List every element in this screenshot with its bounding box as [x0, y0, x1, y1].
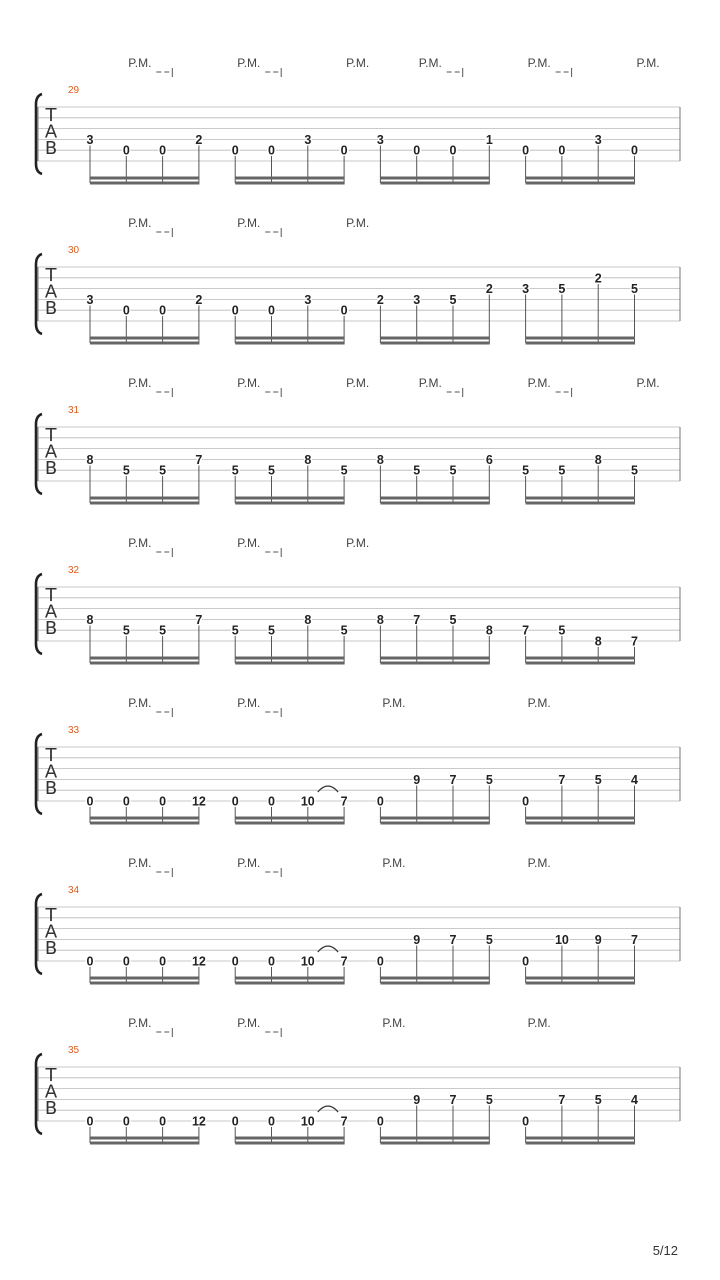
beam-primary: [90, 657, 199, 660]
beam-primary: [526, 817, 635, 820]
palm-mute-label: P.M.: [346, 216, 370, 230]
tab-clef-letter: A: [44, 1081, 58, 1103]
beam-primary: [380, 337, 489, 340]
fret-number: 3: [86, 292, 94, 307]
fret-number: 2: [485, 282, 493, 297]
measure-number: 33: [68, 725, 80, 736]
fret-number: 7: [558, 772, 566, 787]
beam-primary: [526, 977, 635, 980]
beam-secondary: [235, 182, 344, 185]
fret-number: 0: [522, 143, 530, 158]
palm-mute-label: P.M.: [418, 376, 442, 390]
tab-clef-letter: T: [45, 905, 57, 926]
fret-number: 0: [159, 794, 167, 809]
tab-clef-letter: B: [44, 778, 58, 799]
palm-mute-label: P.M.: [636, 56, 660, 70]
fret-number: 4: [631, 772, 638, 787]
fret-number: 3: [376, 132, 384, 147]
fret-number: 0: [413, 143, 421, 158]
palm-mute-label: P.M.: [237, 216, 261, 230]
palm-mute-label: P.M.: [527, 696, 551, 710]
palm-mute-label: P.M.: [128, 216, 152, 230]
fret-number: 7: [413, 612, 421, 627]
beam-secondary: [235, 1142, 344, 1145]
palm-mute-label: P.M.: [382, 856, 406, 870]
fret-number: 9: [413, 1092, 421, 1107]
tab-system-29: [36, 56, 680, 185]
fret-number: 8: [594, 634, 602, 649]
tab-system-33: [36, 696, 680, 825]
fret-number: 6: [485, 452, 493, 467]
tab-clef-letter: A: [44, 921, 58, 943]
fret-number: 1: [485, 132, 493, 147]
palm-mute-label: P.M.: [237, 696, 261, 710]
fret-number: 2: [195, 292, 203, 307]
beam-secondary: [526, 182, 635, 185]
beam-primary: [380, 497, 489, 500]
fret-number: 0: [340, 143, 348, 158]
tab-clef-letter: A: [44, 441, 58, 463]
fret-number: 2: [376, 292, 384, 307]
beam-secondary: [380, 982, 489, 985]
fret-number: 7: [449, 932, 457, 947]
fret-number: 5: [159, 463, 167, 478]
beam-primary: [526, 177, 635, 180]
palm-mute-label: P.M.: [237, 56, 261, 70]
fret-number: 8: [86, 612, 94, 627]
fret-number: 8: [376, 452, 384, 467]
system-bracket: [36, 1054, 42, 1134]
beam-primary: [526, 657, 635, 660]
beam-primary: [90, 817, 199, 820]
beam-primary: [90, 977, 199, 980]
beam-secondary: [90, 502, 199, 505]
palm-mute-label: P.M.: [128, 696, 152, 710]
fret-number: 0: [558, 143, 566, 158]
system-bracket: [36, 414, 42, 494]
fret-number: 7: [340, 954, 348, 969]
beam-primary: [235, 337, 344, 340]
beam-primary: [380, 977, 489, 980]
tie-arc: [318, 946, 338, 952]
beam-secondary: [235, 502, 344, 505]
fret-number: 7: [449, 1092, 457, 1107]
tab-clef-letter: B: [44, 138, 58, 159]
fret-number: 3: [522, 282, 530, 297]
fret-number: 10: [300, 1114, 315, 1129]
page-number: 5/12: [652, 1243, 678, 1258]
fret-number: 0: [522, 1114, 530, 1129]
tab-clef-letter: A: [44, 121, 58, 143]
beam-primary: [235, 657, 344, 660]
measure-number: 31: [68, 405, 80, 416]
fret-number: 3: [304, 132, 312, 147]
fret-number: 0: [268, 303, 275, 318]
palm-mute-label: P.M.: [128, 536, 152, 550]
fret-number: 3: [594, 132, 602, 147]
tab-system-35: [36, 1016, 680, 1145]
fret-number: 0: [122, 794, 130, 809]
fret-number: 0: [159, 954, 167, 969]
measure-number: 29: [68, 85, 80, 96]
beam-secondary: [90, 662, 199, 665]
fret-number: 5: [449, 463, 457, 478]
beam-secondary: [235, 342, 344, 345]
palm-mute-label: P.M.: [237, 1016, 261, 1030]
fret-number: 8: [376, 612, 384, 627]
palm-mute-label: P.M.: [527, 376, 551, 390]
fret-number: 0: [268, 1114, 275, 1129]
fret-number: 0: [340, 303, 348, 318]
beam-primary: [235, 497, 344, 500]
fret-number: 0: [231, 143, 239, 158]
fret-number: 5: [449, 292, 457, 307]
fret-number: 5: [268, 623, 275, 638]
tie-arc: [318, 786, 338, 792]
fret-number: 5: [522, 463, 530, 478]
beam-primary: [526, 337, 635, 340]
fret-number: 0: [159, 303, 167, 318]
measure-number: 30: [68, 245, 80, 256]
tab-clef-letter: T: [45, 585, 57, 606]
fret-number: 5: [485, 932, 493, 947]
beam-primary: [90, 177, 199, 180]
fret-number: 8: [304, 452, 312, 467]
fret-number: 0: [449, 143, 457, 158]
palm-mute-label: P.M.: [382, 696, 406, 710]
fret-number: 0: [231, 303, 239, 318]
tab-system-34: [36, 856, 680, 985]
tab-clef-letter: B: [44, 298, 58, 319]
beam-secondary: [90, 1142, 199, 1145]
tab-clef-letter: B: [44, 938, 58, 959]
beam-secondary: [90, 342, 199, 345]
measure-number: 32: [68, 565, 80, 576]
fret-number: 3: [86, 132, 94, 147]
fret-number: 0: [122, 1114, 130, 1129]
palm-mute-label: P.M.: [128, 376, 152, 390]
fret-number: 2: [594, 271, 602, 286]
tie-arc: [318, 1106, 338, 1112]
fret-number: 5: [631, 282, 638, 297]
palm-mute-label: P.M.: [382, 1016, 406, 1030]
fret-number: 5: [594, 772, 602, 787]
beam-secondary: [90, 822, 199, 825]
fret-number: 5: [340, 623, 348, 638]
tab-system-30: [36, 216, 680, 345]
beam-secondary: [380, 662, 489, 665]
palm-mute-label: P.M.: [418, 56, 442, 70]
fret-number: 8: [86, 452, 94, 467]
fret-number: 5: [122, 623, 130, 638]
beam-primary: [90, 1137, 199, 1140]
beam-secondary: [90, 182, 199, 185]
measure-number: 34: [68, 885, 80, 896]
fret-number: 10: [300, 954, 315, 969]
beam-primary: [526, 497, 635, 500]
fret-number: 0: [376, 1114, 384, 1129]
fret-number: 8: [594, 452, 602, 467]
fret-number: 0: [376, 954, 384, 969]
fret-number: 0: [159, 1114, 167, 1129]
fret-number: 12: [191, 954, 206, 969]
fret-number: 7: [631, 932, 638, 947]
system-bracket: [36, 894, 42, 974]
system-bracket: [36, 94, 42, 174]
palm-mute-label: P.M.: [527, 56, 551, 70]
tab-system-31: [36, 376, 680, 505]
fret-number: 5: [231, 463, 239, 478]
fret-number: 3: [413, 292, 421, 307]
fret-number: 0: [231, 794, 239, 809]
palm-mute-label: P.M.: [346, 536, 370, 550]
beam-secondary: [380, 1142, 489, 1145]
beam-secondary: [90, 982, 199, 985]
fret-number: 7: [522, 623, 530, 638]
beam-primary: [235, 1137, 344, 1140]
fret-number: 5: [485, 772, 493, 787]
fret-number: 9: [594, 932, 602, 947]
fret-number: 0: [231, 954, 239, 969]
beam-secondary: [526, 662, 635, 665]
beam-primary: [235, 817, 344, 820]
fret-number: 0: [231, 1114, 239, 1129]
fret-number: 0: [159, 143, 167, 158]
fret-number: 0: [631, 143, 638, 158]
palm-mute-label: P.M.: [128, 1016, 152, 1030]
beam-secondary: [526, 822, 635, 825]
fret-number: 0: [522, 794, 530, 809]
beam-secondary: [380, 342, 489, 345]
fret-number: 5: [558, 282, 566, 297]
fret-number: 5: [631, 463, 638, 478]
tab-clef-letter: T: [45, 105, 57, 126]
system-bracket: [36, 254, 42, 334]
fret-number: 0: [522, 954, 530, 969]
beam-secondary: [380, 822, 489, 825]
tab-clef-letter: B: [44, 458, 58, 479]
fret-number: 0: [268, 794, 275, 809]
system-bracket: [36, 734, 42, 814]
fret-number: 0: [86, 954, 94, 969]
palm-mute-label: P.M.: [128, 856, 152, 870]
tab-clef-letter: T: [45, 265, 57, 286]
fret-number: 9: [413, 932, 421, 947]
beam-secondary: [235, 982, 344, 985]
beam-secondary: [380, 502, 489, 505]
beam-secondary: [380, 182, 489, 185]
tab-clef-letter: B: [44, 618, 58, 639]
fret-number: 10: [554, 932, 569, 947]
fret-number: 7: [340, 1114, 348, 1129]
fret-number: 7: [558, 1092, 566, 1107]
tab-system-32: [36, 536, 680, 665]
fret-number: 12: [191, 1114, 206, 1129]
beam-secondary: [526, 342, 635, 345]
fret-number: 5: [413, 463, 421, 478]
palm-mute-label: P.M.: [346, 376, 370, 390]
fret-number: 5: [122, 463, 130, 478]
palm-mute-label: P.M.: [527, 856, 551, 870]
beam-primary: [380, 177, 489, 180]
measure-number: 35: [68, 1045, 80, 1056]
palm-mute-label: P.M.: [346, 56, 370, 70]
fret-number: 8: [485, 623, 493, 638]
tab-clef-letter: B: [44, 1098, 58, 1119]
beam-primary: [90, 337, 199, 340]
tab-clef-letter: T: [45, 1065, 57, 1086]
fret-number: 5: [340, 463, 348, 478]
fret-number: 7: [195, 612, 203, 627]
tab-clef-letter: A: [44, 281, 58, 303]
fret-number: 12: [191, 794, 206, 809]
fret-number: 0: [86, 794, 94, 809]
fret-number: 7: [195, 452, 203, 467]
beam-secondary: [526, 982, 635, 985]
tab-clef-letter: T: [45, 745, 57, 766]
fret-number: 7: [631, 634, 638, 649]
fret-number: 0: [86, 1114, 94, 1129]
fret-number: 0: [122, 143, 130, 158]
fret-number: 5: [159, 623, 167, 638]
beam-primary: [380, 1137, 489, 1140]
fret-number: 5: [485, 1092, 493, 1107]
tab-clef-letter: A: [44, 601, 58, 623]
fret-number: 0: [268, 143, 275, 158]
tab-clef-letter: T: [45, 425, 57, 446]
fret-number: 5: [594, 1092, 602, 1107]
fret-number: 5: [558, 623, 566, 638]
beam-primary: [90, 497, 199, 500]
fret-number: 7: [340, 794, 348, 809]
beam-secondary: [526, 502, 635, 505]
fret-number: 0: [376, 794, 384, 809]
palm-mute-label: P.M.: [128, 56, 152, 70]
beam-primary: [235, 177, 344, 180]
palm-mute-label: P.M.: [636, 376, 660, 390]
beam-primary: [526, 1137, 635, 1140]
fret-number: 5: [558, 463, 566, 478]
beam-secondary: [235, 822, 344, 825]
palm-mute-label: P.M.: [527, 1016, 551, 1030]
palm-mute-label: P.M.: [237, 376, 261, 390]
fret-number: 8: [304, 612, 312, 627]
system-bracket: [36, 574, 42, 654]
palm-mute-label: P.M.: [237, 536, 261, 550]
fret-number: 0: [122, 303, 130, 318]
fret-number: 0: [122, 954, 130, 969]
beam-primary: [380, 657, 489, 660]
beam-primary: [380, 817, 489, 820]
fret-number: 2: [195, 132, 203, 147]
beam-primary: [235, 977, 344, 980]
fret-number: 3: [304, 292, 312, 307]
fret-number: 5: [268, 463, 275, 478]
tab-clef-letter: A: [44, 761, 58, 783]
fret-number: 5: [231, 623, 239, 638]
fret-number: 5: [449, 612, 457, 627]
fret-number: 4: [631, 1092, 638, 1107]
fret-number: 10: [300, 794, 315, 809]
fret-number: 0: [268, 954, 275, 969]
fret-number: 9: [413, 772, 421, 787]
fret-number: 7: [449, 772, 457, 787]
beam-secondary: [235, 662, 344, 665]
palm-mute-label: P.M.: [237, 856, 261, 870]
beam-secondary: [526, 1142, 635, 1145]
